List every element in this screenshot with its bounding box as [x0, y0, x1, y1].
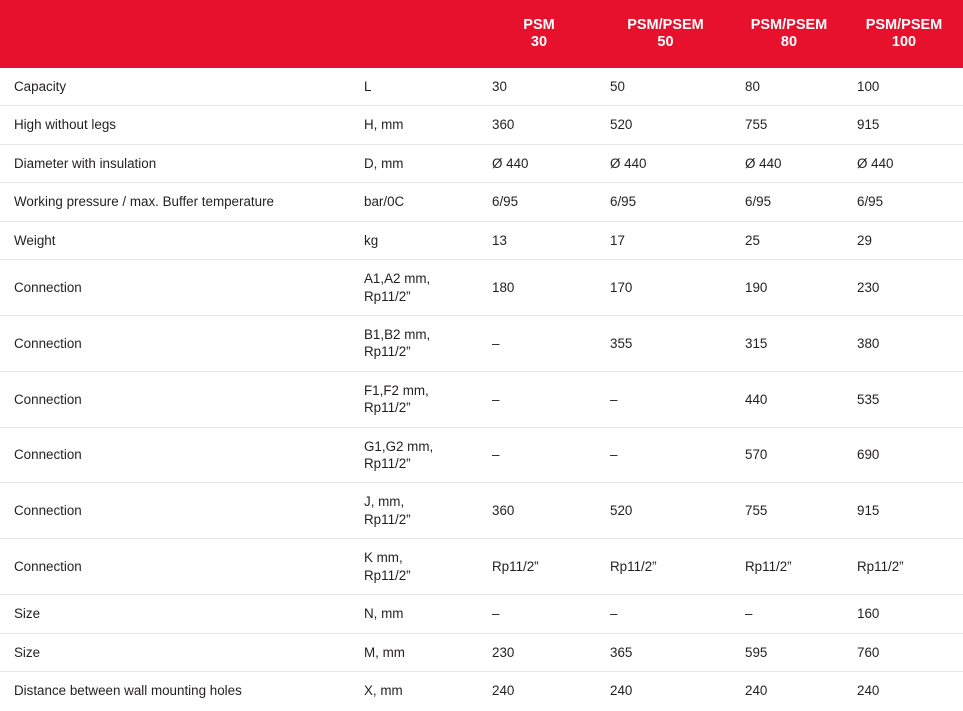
row-label: Connection	[0, 539, 352, 595]
row-unit-line1: X, mm	[364, 683, 403, 699]
row-value-psm-30: 30	[480, 68, 598, 106]
header-column-psm-30-line2: 30	[530, 34, 548, 50]
row-value-psm-psem-100: 380	[845, 315, 963, 371]
row-label: Working pressure / max. Buffer temperature	[0, 183, 352, 221]
row-label: Connection	[0, 260, 352, 316]
row-unit	[352, 315, 480, 371]
row-value-psm-30: 360	[480, 106, 598, 144]
row-value-psm-psem-50: 6/95	[598, 183, 733, 221]
header-column-psm-psem-50-line2: 50	[657, 34, 674, 50]
row-value-psm-psem-80: 440	[733, 371, 845, 427]
table-row	[0, 221, 963, 259]
row-value-psm-psem-50: –	[598, 595, 733, 633]
row-unit	[352, 371, 480, 427]
row-value-psm-psem-80: 190	[733, 260, 845, 316]
header-column-psm-psem-80-line1: PSM/PSEM	[750, 17, 828, 34]
row-unit-line2: Rp11/2”	[364, 288, 411, 304]
row-value-psm-psem-80: Ø 440	[733, 144, 845, 182]
header-column-psm-psem-100-line1: PSM/PSEM	[865, 17, 943, 34]
header-column-psm-30-line1: PSM	[523, 17, 555, 34]
row-unit-line1: A1,A2 mm,	[364, 271, 431, 287]
header-column-psm-30	[480, 0, 598, 68]
header-column-psm-psem-80-line2: 80	[780, 34, 798, 50]
row-unit-line1: G1,G2 mm,	[364, 438, 434, 454]
row-unit-line2: Rp11/2”	[364, 400, 411, 416]
table-header	[0, 0, 963, 68]
row-label: Size	[0, 633, 352, 671]
row-value-psm-psem-50: –	[598, 371, 733, 427]
row-unit	[352, 427, 480, 483]
row-unit	[352, 672, 480, 710]
row-value-psm-30: 13	[480, 221, 598, 259]
row-value-psm-psem-50: 355	[598, 315, 733, 371]
row-value-psm-psem-100: 915	[845, 106, 963, 144]
row-unit-line1: M, mm	[364, 644, 405, 660]
row-value-psm-psem-50: 170	[598, 260, 733, 316]
table-row	[0, 672, 963, 710]
row-value-psm-psem-80: 755	[733, 483, 845, 539]
row-unit	[352, 539, 480, 595]
row-unit-line1: kg	[364, 232, 379, 248]
row-value-psm-psem-100: 535	[845, 371, 963, 427]
table-row	[0, 483, 963, 539]
row-value-psm-psem-50: Rp11/2”	[598, 539, 733, 595]
row-value-psm-30: 6/95	[480, 183, 598, 221]
row-unit	[352, 633, 480, 671]
row-value-psm-30: 230	[480, 633, 598, 671]
row-value-psm-psem-50: 50	[598, 68, 733, 106]
header-column-psm-psem-100	[845, 0, 963, 68]
row-unit	[352, 260, 480, 316]
row-value-psm-psem-80: 570	[733, 427, 845, 483]
row-value-psm-30: –	[480, 315, 598, 371]
row-unit	[352, 483, 480, 539]
row-unit-line1: L	[364, 79, 372, 94]
row-value-psm-psem-100: 29	[845, 221, 963, 259]
row-value-psm-30: –	[480, 427, 598, 483]
row-unit	[352, 595, 480, 633]
header-row	[0, 0, 963, 68]
table-row	[0, 539, 963, 595]
header-column-psm-psem-100-line2: 100	[891, 34, 917, 50]
row-value-psm-psem-80: 755	[733, 106, 845, 144]
row-value-psm-psem-80: Rp11/2”	[733, 539, 845, 595]
row-value-psm-30: –	[480, 595, 598, 633]
row-value-psm-psem-50: 17	[598, 221, 733, 259]
row-unit	[352, 221, 480, 259]
row-label: Connection	[0, 371, 352, 427]
row-value-psm-30: Rp11/2”	[480, 539, 598, 595]
row-value-psm-psem-50: 240	[598, 672, 733, 710]
table-row	[0, 371, 963, 427]
row-value-psm-psem-100: 6/95	[845, 183, 963, 221]
row-value-psm-psem-100: 690	[845, 427, 963, 483]
row-unit-line2: Rp11/2”	[364, 567, 411, 583]
row-label: Connection	[0, 483, 352, 539]
row-unit-line1: D, mm	[364, 155, 404, 171]
row-value-psm-psem-80: 240	[733, 672, 845, 710]
row-value-psm-30: Ø 440	[480, 144, 598, 182]
row-unit-line2: Rp11/2”	[364, 511, 411, 527]
header-column-psm-psem-50-line1: PSM/PSEM	[627, 17, 704, 34]
row-value-psm-psem-100: 760	[845, 633, 963, 671]
header-column-psm-psem-80	[733, 0, 845, 68]
row-unit	[352, 144, 480, 182]
row-unit-line1: F1,F2 mm,	[364, 382, 429, 398]
row-value-psm-psem-100: Ø 440	[845, 144, 963, 182]
row-value-psm-psem-100: 240	[845, 672, 963, 710]
table-row	[0, 183, 963, 221]
row-value-psm-psem-80: 25	[733, 221, 845, 259]
row-unit-line1: B1,B2 mm,	[364, 326, 431, 342]
row-unit-line1: N, mm	[364, 606, 404, 622]
table-row	[0, 106, 963, 144]
header-label-column	[0, 0, 352, 68]
table-body	[0, 68, 963, 709]
row-unit-line1: H, mm	[364, 117, 404, 133]
table-row	[0, 144, 963, 182]
table-row	[0, 595, 963, 633]
row-unit	[352, 183, 480, 221]
row-unit	[352, 68, 480, 106]
row-value-psm-psem-100: Rp11/2”	[845, 539, 963, 595]
row-value-psm-psem-100: 915	[845, 483, 963, 539]
row-value-psm-psem-50: 520	[598, 106, 733, 144]
row-label: High without legs	[0, 106, 352, 144]
row-unit-line1: K mm,	[364, 550, 403, 566]
row-value-psm-psem-100: 230	[845, 260, 963, 316]
row-value-psm-30: –	[480, 371, 598, 427]
row-label: Diameter with insulation	[0, 144, 352, 182]
row-unit-line1: bar/0C	[364, 194, 405, 210]
row-value-psm-psem-80: 6/95	[733, 183, 845, 221]
table-row	[0, 260, 963, 316]
table-row	[0, 427, 963, 483]
header-unit-column	[352, 0, 480, 68]
row-unit-line2: Rp11/2”	[364, 344, 411, 360]
row-label: Connection	[0, 315, 352, 371]
row-label: Capacity	[0, 68, 352, 106]
row-unit	[352, 106, 480, 144]
row-unit-line1: J, mm,	[364, 494, 405, 510]
row-value-psm-psem-80: 595	[733, 633, 845, 671]
row-label: Connection	[0, 427, 352, 483]
row-label: Weight	[0, 221, 352, 259]
row-value-psm-30: 360	[480, 483, 598, 539]
row-value-psm-psem-100: 160	[845, 595, 963, 633]
row-value-psm-psem-80: –	[733, 595, 845, 633]
row-value-psm-psem-50: Ø 440	[598, 144, 733, 182]
table-row	[0, 68, 963, 106]
row-value-psm-psem-80: 80	[733, 68, 845, 106]
table-row	[0, 315, 963, 371]
row-label: Distance between wall mounting holes	[0, 672, 352, 710]
row-label: Size	[0, 595, 352, 633]
table-row	[0, 633, 963, 671]
header-column-psm-psem-50	[598, 0, 733, 68]
row-value-psm-psem-50: 520	[598, 483, 733, 539]
row-value-psm-psem-100: 100	[845, 68, 963, 106]
row-value-psm-psem-50: –	[598, 427, 733, 483]
row-value-psm-30: 180	[480, 260, 598, 316]
row-value-psm-30: 240	[480, 672, 598, 710]
row-unit-line2: Rp11/2”	[364, 456, 411, 472]
row-value-psm-psem-80: 315	[733, 315, 845, 371]
row-value-psm-psem-50: 365	[598, 633, 733, 671]
